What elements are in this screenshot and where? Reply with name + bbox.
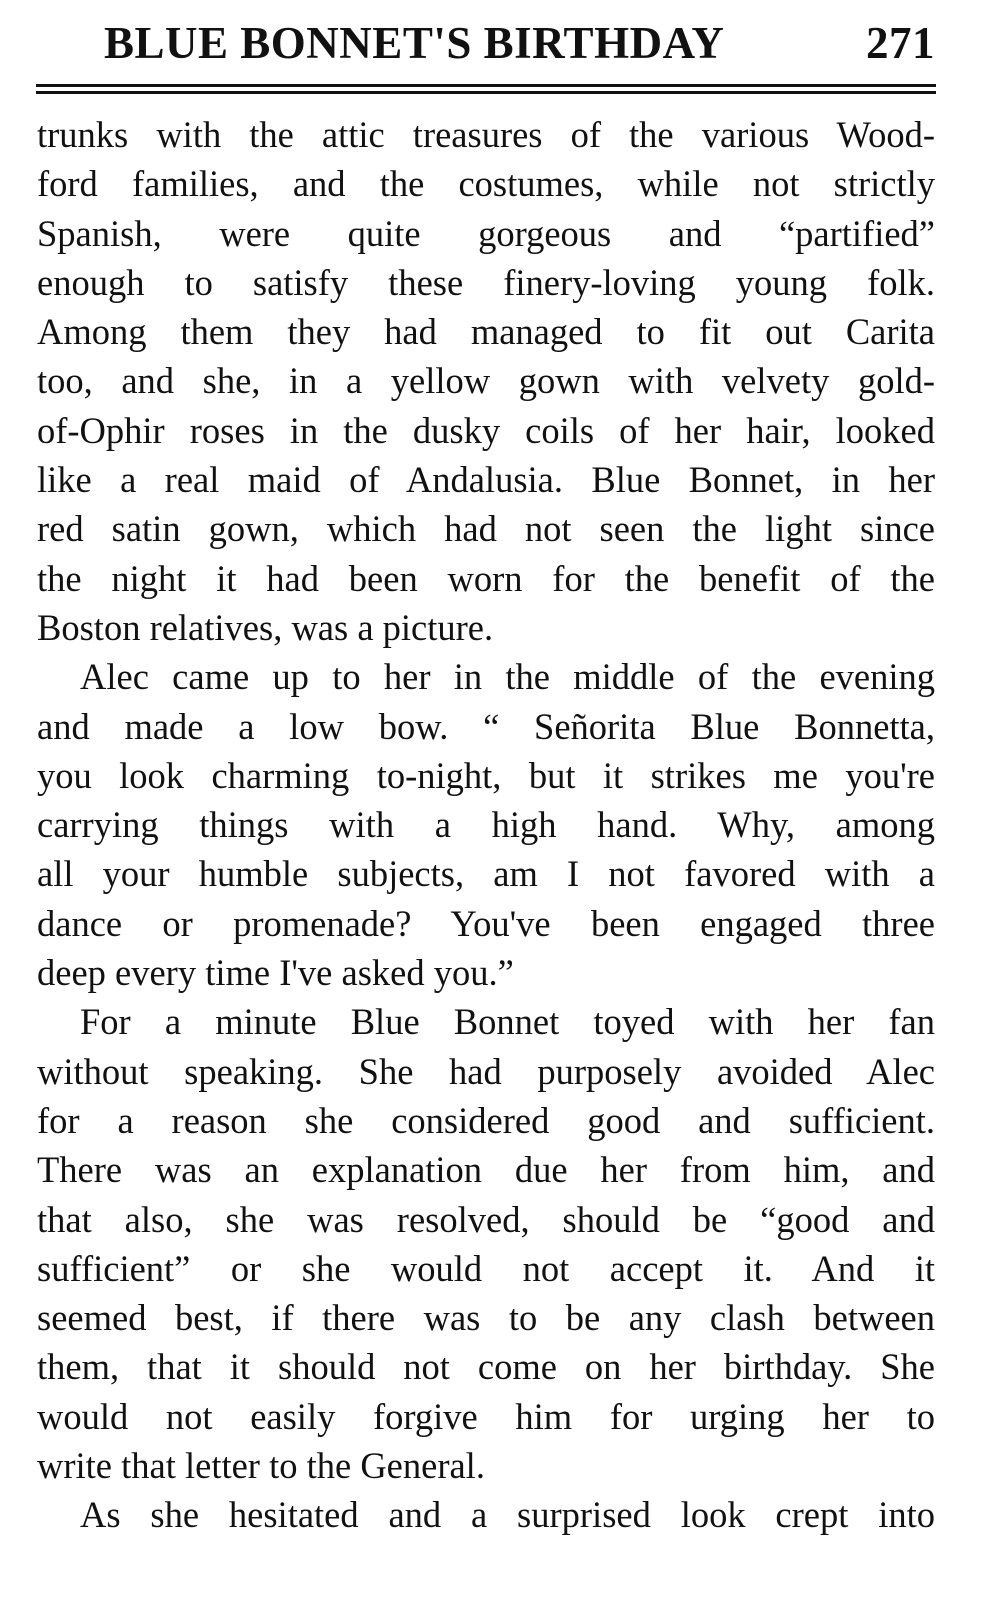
text-line: seemed best, if there was to be any clash between <box>37 1297 935 1339</box>
text-line: like a real maid of Andalusia. Blue Bonnet, in her <box>37 459 935 501</box>
page-number: 271 <box>866 18 935 68</box>
text-line: ford families, and the costumes, while not strictly <box>37 163 935 205</box>
text-line: red satin gown, which had not seen the light since <box>37 508 935 550</box>
paragraph-4 <box>37 1490 935 1539</box>
text-line: As she hesitated and a surprised look crept into <box>80 1494 935 1536</box>
text-line: and made a low bow. “ Señorita Blue Bonnetta, <box>37 705 935 747</box>
text-line: Alec came up to her in the middle of the evening <box>80 656 935 698</box>
text-line: the night it had been worn for the benefit of the <box>37 557 935 599</box>
text-line: you look charming to-night, but it strikes me you're <box>37 754 935 796</box>
text-line: them, that it should not come on her birthday. She <box>37 1346 935 1388</box>
text-line: all your humble subjects, am I not favored with a <box>37 853 935 895</box>
text-line: dance or promenade? You've been engaged three <box>37 902 935 944</box>
header-rule-bottom <box>36 91 936 94</box>
text-line: of-Ophir roses in the dusky coils of her hair, looked <box>37 409 935 451</box>
text-line: that also, she was resolved, should be “good and <box>37 1198 935 1240</box>
text-line: without speaking. She had purposely avoided Alec <box>37 1050 935 1092</box>
paragraph-2 <box>37 652 935 997</box>
text-line: For a minute Blue Bonnet toyed with her fan <box>80 1001 935 1043</box>
paragraph-3 <box>37 997 935 1490</box>
text-line: There was an explanation due her from him, and <box>37 1149 935 1191</box>
text-line: Spanish, were quite gorgeous and “partified” <box>37 212 935 254</box>
text-line: for a reason she considered good and sufficient. <box>37 1099 935 1141</box>
running-title: BLUE BONNET'S BIRTHDAY <box>104 18 725 68</box>
body-text <box>37 110 935 1540</box>
text-line: trunks with the attic treasures of the various Wood- <box>37 114 935 155</box>
text-line: would not easily forgive him for urging her to <box>37 1395 935 1437</box>
text-line: carrying things with a high hand. Why, among <box>37 804 935 846</box>
text-line: deep every time I've asked you.” <box>37 952 514 994</box>
text-line: Boston relatives, was a picture. <box>37 606 494 648</box>
text-line: write that letter to the General. <box>37 1445 485 1487</box>
header-rule-top <box>36 84 936 87</box>
running-head <box>40 14 935 72</box>
text-line: enough to satisfy these finery-loving young folk. <box>37 261 935 303</box>
text-line: too, and she, in a yellow gown with velvety gold- <box>37 360 935 402</box>
text-line: Among them they had managed to fit out Carita <box>37 311 935 353</box>
paragraph-1 <box>37 110 935 652</box>
text-line: sufficient” or she would not accept it. And it <box>37 1247 935 1289</box>
